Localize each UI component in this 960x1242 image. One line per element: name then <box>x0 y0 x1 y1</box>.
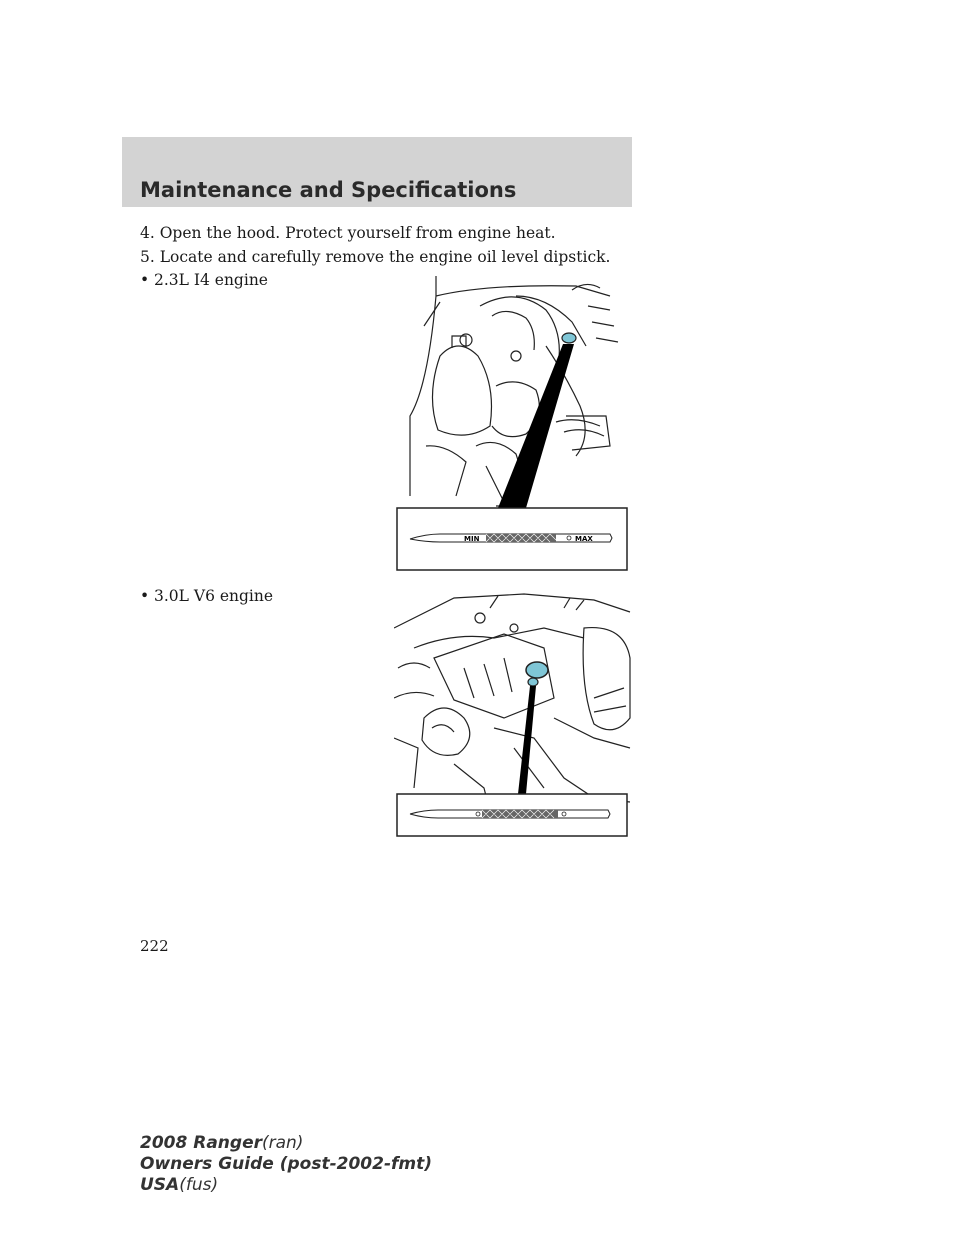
footer-region: USA <box>140 1175 180 1195</box>
footer-model: 2008 Ranger <box>140 1133 262 1153</box>
step-4-text: 4. Open the hood. Protect yourself from engine heat. <box>140 224 556 242</box>
oil-filler-cap-icon <box>526 662 548 678</box>
dipstick-cap-icon <box>528 678 538 686</box>
bullet-label: 3.0L V6 engine <box>154 587 274 605</box>
engine-3-0l-illustration <box>394 588 632 840</box>
bullet-dot: • <box>140 587 150 605</box>
footer-line-1 <box>140 1133 432 1154</box>
section-title: Maintenance and Specifications <box>140 178 517 202</box>
dipstick-min-label: MIN <box>464 535 480 543</box>
engine-2-3l-illustration <box>396 266 630 572</box>
dipstick-cap-icon <box>562 333 576 343</box>
step-5-text: 5. Locate and carefully remove the engine oil level dipstick. <box>140 248 611 266</box>
document-footer <box>140 1133 432 1196</box>
bullet-2-3l-engine <box>140 271 268 289</box>
footer-line-2: Owners Guide (post-2002-fmt) <box>140 1154 433 1174</box>
bullet-3-0l-engine <box>140 587 273 605</box>
bullet-dot: • <box>140 271 150 289</box>
footer-line-3 <box>140 1175 432 1196</box>
footer-region-code: (fus) <box>179 1175 219 1195</box>
footer-model-code: (ran) <box>261 1133 304 1153</box>
bullet-label: 2.3L I4 engine <box>154 271 268 289</box>
page-number: 222 <box>140 937 169 955</box>
dipstick-max-label: MAX <box>575 535 593 543</box>
